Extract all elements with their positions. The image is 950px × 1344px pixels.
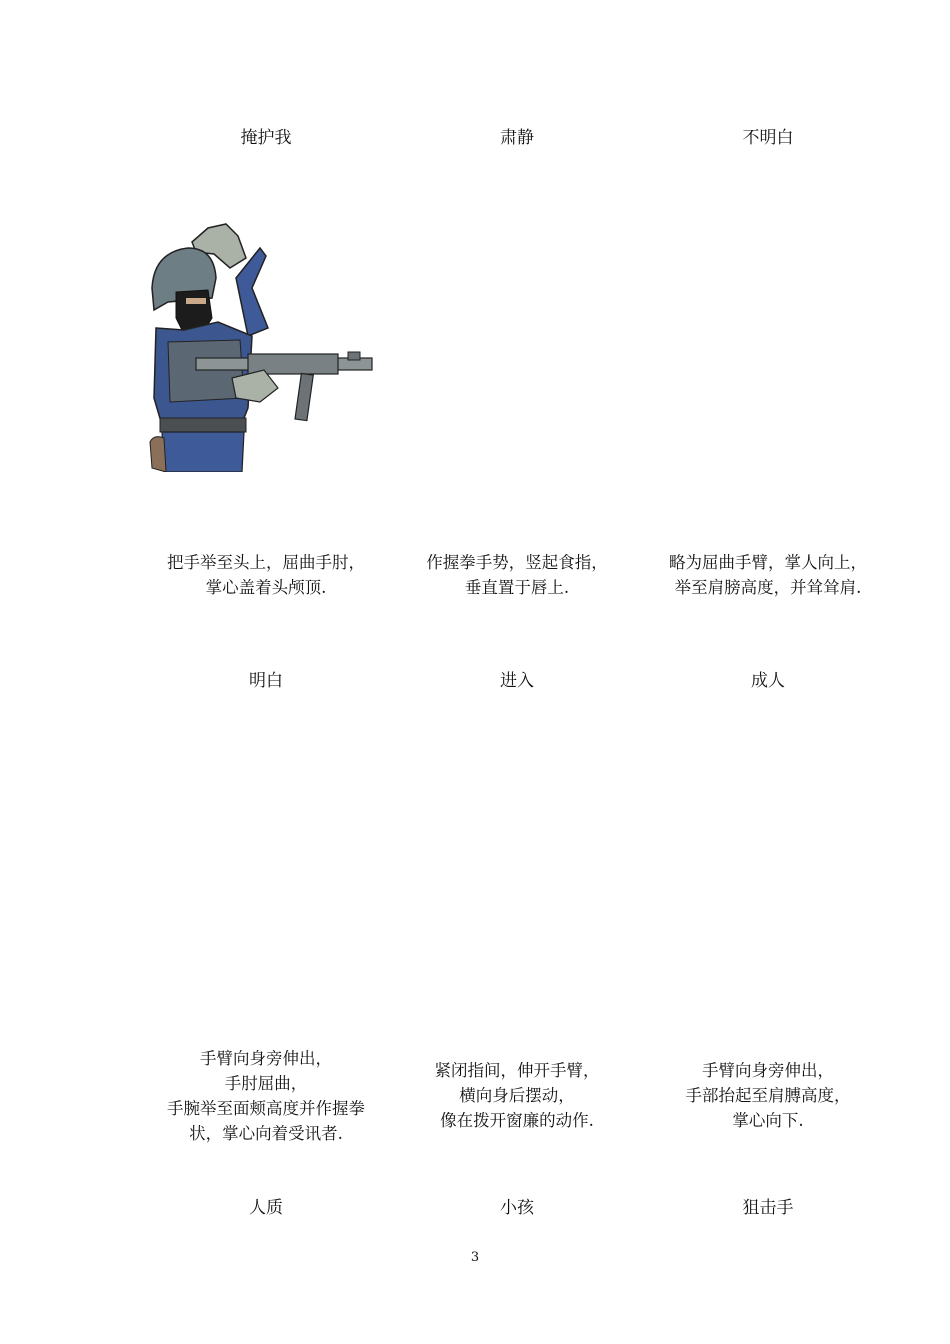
desc-line: 紧闭指间，伸开手臂， [434,1061,600,1080]
desc-understand [141,1046,391,1146]
desc-line: 状，掌心向着受讯者. [189,1124,343,1143]
soldier-cover-me-illustration [148,218,388,472]
desc-line: 举至肩膀高度，并耸耸肩. [674,578,862,597]
desc-line: 像在拨开窗廉的动作. [440,1111,594,1130]
desc-line: 手肘屈曲， [224,1074,308,1093]
title-enter: 进入 [500,671,534,691]
desc-line: 手臂向身旁伸出， [702,1061,834,1080]
title-silence: 肃静 [500,128,534,148]
desc-line: 掌心盖着头颅顶. [205,578,327,597]
title-child: 小孩 [500,1198,534,1218]
desc-line: 垂直置于唇上. [464,578,570,597]
desc-line: 手腕举至面颊高度并作握拳 [167,1099,365,1118]
desc-adult [643,1058,893,1133]
desc-enter [392,1058,642,1133]
title-sniper: 狙击手 [742,1198,794,1218]
desc-line: 作握拳手势，竖起食指， [426,553,608,572]
title-cover-me: 掩护我 [240,128,292,148]
desc-silence [392,550,642,600]
desc-cover-me [141,550,391,600]
desc-line: 手臂向身旁伸出， [200,1049,332,1068]
desc-line: 略为屈曲手臂，掌人向上， [669,553,867,572]
desc-line: 手部抬起至肩膊高度， [685,1086,851,1105]
title-understand: 明白 [249,671,283,691]
desc-line: 掌心向下. [732,1111,804,1130]
desc-line: 把手举至头上，屈曲手肘， [167,553,365,572]
page-number: 3 [470,1250,480,1265]
title-hostage: 人质 [249,1198,283,1218]
title-dont-understand: 不明白 [742,128,794,148]
desc-dont-understand [643,550,893,600]
desc-line: 横向身后摆动， [459,1086,575,1105]
title-adult: 成人 [751,671,785,691]
